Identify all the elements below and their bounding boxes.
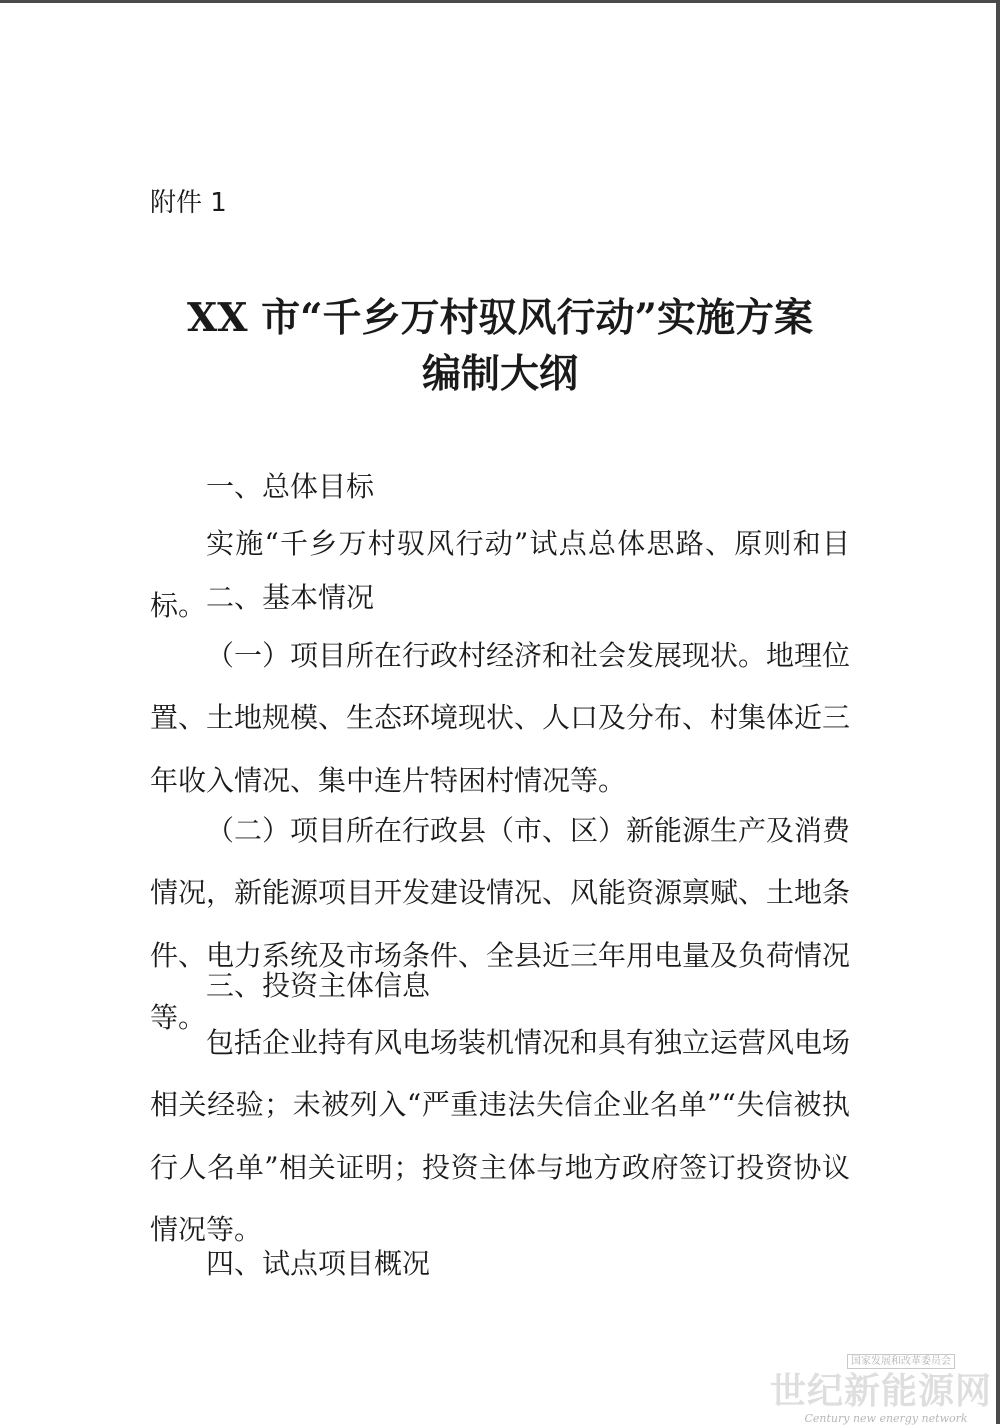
watermark-logo-text: 世纪新能源网	[770, 1370, 993, 1412]
section-2-paragraph-1: （一）项目所在行政村经济和社会发展现状。地理位置、土地规模、生态环境现状、人口及分布、村集体近三年收入情况、集中连片特困村情况等。	[150, 639, 851, 797]
section-heading-2: 二、基本情况	[206, 581, 375, 614]
section-3-paragraph-1: 包括企业持有风电场装机情况和具有独立运营风电场相关经验；未被列入“严重违法失信企业名单”“失信被执行人名单”相关证明；投资主体与地方政府签订投资协议情况等。	[150, 1026, 851, 1246]
site-watermark	[770, 1351, 993, 1425]
section-heading-1: 一、总体目标	[206, 470, 375, 503]
section-2-paragraph-2: （二）项目所在行政县（市、区）新能源生产及消费情况，新能源项目开发建设情况、风能资源禀赋、土地条件、电力系统及市场条件、全县近三年用电量及负荷情况等。	[150, 814, 851, 1034]
section-heading-4: 四、试点项目概况	[206, 1247, 431, 1280]
watermark-subtitle: Century new energy network	[804, 1412, 968, 1425]
document-subtitle: 编制大纲	[421, 351, 578, 397]
section-heading-3: 三、投资主体信息	[206, 969, 431, 1002]
document-title: XX 市“千乡万村驭风行动”实施方案	[187, 295, 813, 341]
watermark-badge: 国家发展和改革委员会	[847, 1354, 955, 1369]
attachment-label: 附件 1	[150, 188, 227, 218]
section-1-paragraph-1: 实施“千乡万村驭风行动”试点总体思路、原则和目标。	[150, 527, 850, 623]
